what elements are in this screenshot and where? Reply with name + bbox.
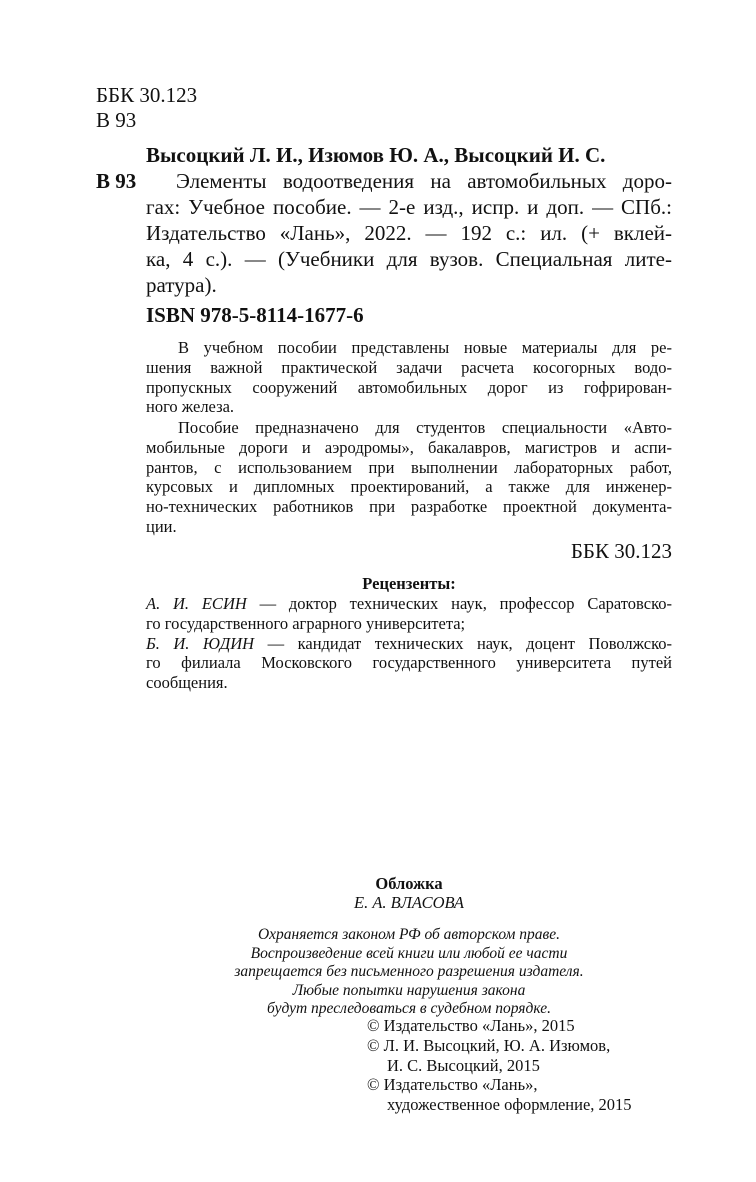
reviewer-2-line: го филиала Московского государственного университета путей [146,653,672,673]
reviewer-1-name: А. И. ЕСИН [146,594,247,613]
legal-line: Воспроизведение всей книги или любой ее части [250,944,568,962]
bbk-code-right: ББК 30.123 [570,539,672,563]
annotation-line: Пособие предназначено для студентов специальности «Авто- [178,418,672,437]
annotation-paragraph-2 [146,418,672,537]
entry-line: Издательство «Лань», 2022. — 192 с.: ил. (+ вклей- [146,221,672,245]
reviewers-list [146,594,672,693]
copyright-line: © Издательство «Лань», [367,1075,538,1095]
entry-line: ка, 4 с.). — (Учебники для вузов. Специальная лите- [146,247,672,271]
annotation-line: шения важной практической задачи расчета косогорных водо- [146,357,672,377]
annotation-line: мобильные дороги и аэродромы», бакалавров, магистров и аспи- [146,437,672,457]
isbn: ISBN 978-5-8114-1677-6 [146,303,364,327]
reviewer-2-name: Б. И. ЮДИН [146,633,255,653]
copyright-line: художественное оформление, 2015 [387,1095,632,1115]
annotation-line: но-технических работников при разработке проектной документа- [146,497,672,517]
entry-line: гах: Учебное пособие. — 2-е изд., испр. и доп. — СПб.: [146,195,672,219]
bibliographic-entry [176,168,672,194]
reviewer-1-title: — доктор технических наук, профессор Саратовско- [246,594,672,613]
author-sign-entry: В 93 [96,169,137,193]
copyright-line: © Издательство «Лань», 2015 [367,1016,575,1035]
legal-notice [146,926,672,1019]
annotation-line: пропускных сооружений автомобильных дорог из гофрирован- [146,377,672,397]
reviewer-2-line [146,634,672,654]
reviewer-2-line: сообщения. [146,673,228,693]
annotation-line: рантов, с использованием при выполнении лабораторных работ, [146,457,672,477]
legal-line: запрещается без письменного разрешения издателя. [234,963,584,980]
bibliographic-entry-cont [146,194,672,298]
annotation-line: ного железа. [146,397,235,417]
legal-line: Охраняется законом РФ об авторском праве. [257,926,561,943]
cover-artist: Е. А. ВЛАСОВА [353,893,465,912]
legal-line: будут преследоваться в судебном порядке. [267,1000,551,1017]
authors-heading: Высоцкий Л. И., Изюмов Ю. А., Высоцкий И. С. [146,143,606,167]
reviewer-2-title: — кандидат технических наук, доцент Поволжско- [254,633,672,653]
copyright-line: И. С. Высоцкий, 2015 [387,1055,540,1075]
entry-line: ратура). [146,273,217,297]
copyright-block [367,1016,672,1115]
copyright-line: © Л. И. Высоцкий, Ю. А. Изюмов, [367,1035,611,1055]
author-sign-top: В 93 [96,108,137,132]
annotation-line: курсовых и дипломных проектирований, а также для инженер- [146,477,672,497]
reviewers-heading: Рецензенты: [362,574,456,593]
cover-heading: Обложка [375,874,443,893]
annotation-paragraph-1 [146,338,672,417]
reviewer-1-line [146,594,672,614]
reviewer-1-line: го государственного аграрного университета; [146,613,466,633]
annotation-line: В учебном пособии представлены новые материалы для ре- [178,338,672,357]
bbk-code-top: ББК 30.123 [96,83,198,107]
annotation-line: ции. [146,516,177,536]
entry-line: Элементы водоотведения на автомобильных доро- [176,169,672,193]
legal-line: Любые попытки нарушения закона [292,981,526,999]
